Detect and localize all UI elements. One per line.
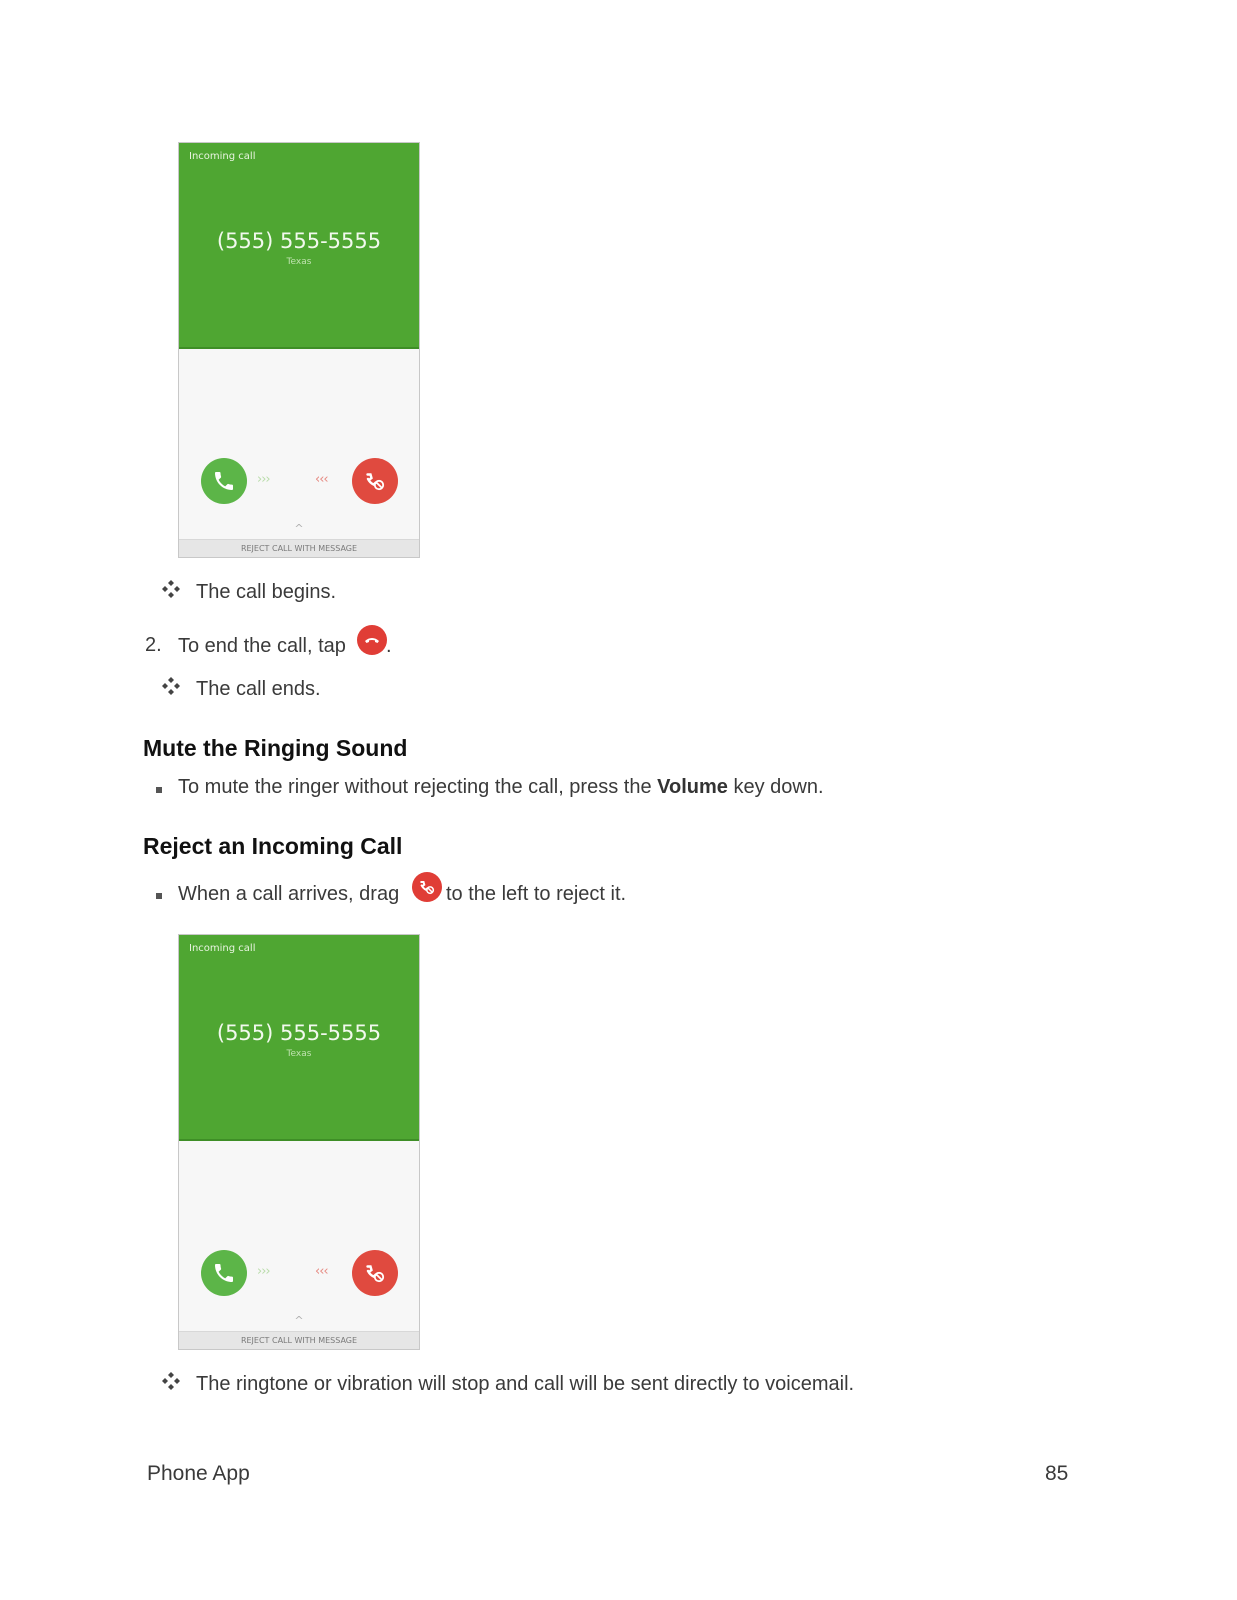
mute-instruction [178, 776, 824, 799]
swipe-left-hint: ‹‹‹ [315, 472, 328, 487]
accept-call-button[interactable] [201, 1250, 247, 1296]
reject-result: The ringtone or vibration will stop and call will be sent directly to voicemail. [196, 1373, 855, 1395]
phone-accept-icon [212, 1261, 236, 1285]
page-number: 85 [1045, 1462, 1069, 1485]
footer-section-title: Phone App [147, 1462, 250, 1485]
step2-text: To end the call, tap [178, 635, 346, 657]
square-bullet [156, 893, 162, 899]
phone-reject-icon [362, 468, 388, 494]
incoming-call-label: Incoming call [189, 151, 256, 162]
caller-number: (555) 555-5555 [216, 229, 382, 253]
swipe-right-hint: ››› [257, 1264, 270, 1279]
reject-text-before: When a call arrives, drag [178, 883, 400, 905]
reject-call-icon [412, 872, 442, 902]
incoming-call-label: Incoming call [189, 943, 256, 954]
square-bullet [156, 787, 162, 793]
step2-period: . [386, 635, 392, 657]
reject-call-button[interactable] [352, 1250, 398, 1296]
caller-location: Texas [286, 1049, 312, 1059]
caller-panel [179, 935, 419, 1141]
up-caret-icon: ^ [294, 1314, 304, 1327]
reject-with-message-bar[interactable]: REJECT CALL WITH MESSAGE [179, 539, 419, 558]
incoming-call-screenshot-1 [178, 142, 420, 558]
caller-number: (555) 555-5555 [216, 1021, 382, 1045]
mute-text-before: To mute the ringer without rejecting the call, press the [178, 776, 652, 798]
step2-number: 2. [145, 634, 162, 656]
caller-panel [179, 143, 419, 349]
reject-with-message-bar[interactable]: REJECT CALL WITH MESSAGE [179, 1331, 419, 1350]
diamond-bullet-icon [160, 675, 182, 697]
swipe-right-hint: ››› [257, 472, 270, 487]
mute-heading: Mute the Ringing Sound [143, 735, 408, 761]
diamond-bullet-icon [160, 578, 182, 600]
mute-text-after: key down. [733, 776, 824, 798]
up-caret-icon: ^ [294, 522, 304, 535]
caller-location: Texas [286, 257, 312, 267]
phone-accept-icon [212, 469, 236, 493]
step2-result: The call ends. [196, 678, 321, 700]
incoming-call-screenshot-2 [178, 934, 420, 1350]
reject-text-after: to the left to reject it. [446, 883, 627, 905]
diamond-bullet-icon [160, 1370, 182, 1392]
volume-key-label: Volume [657, 776, 728, 798]
phone-reject-icon [362, 1260, 388, 1286]
reject-heading: Reject an Incoming Call [143, 833, 403, 859]
reject-call-button[interactable] [352, 458, 398, 504]
accept-call-button[interactable] [201, 458, 247, 504]
step1-result: The call begins. [196, 581, 337, 603]
swipe-left-hint: ‹‹‹ [315, 1264, 328, 1279]
end-call-icon [357, 625, 387, 655]
